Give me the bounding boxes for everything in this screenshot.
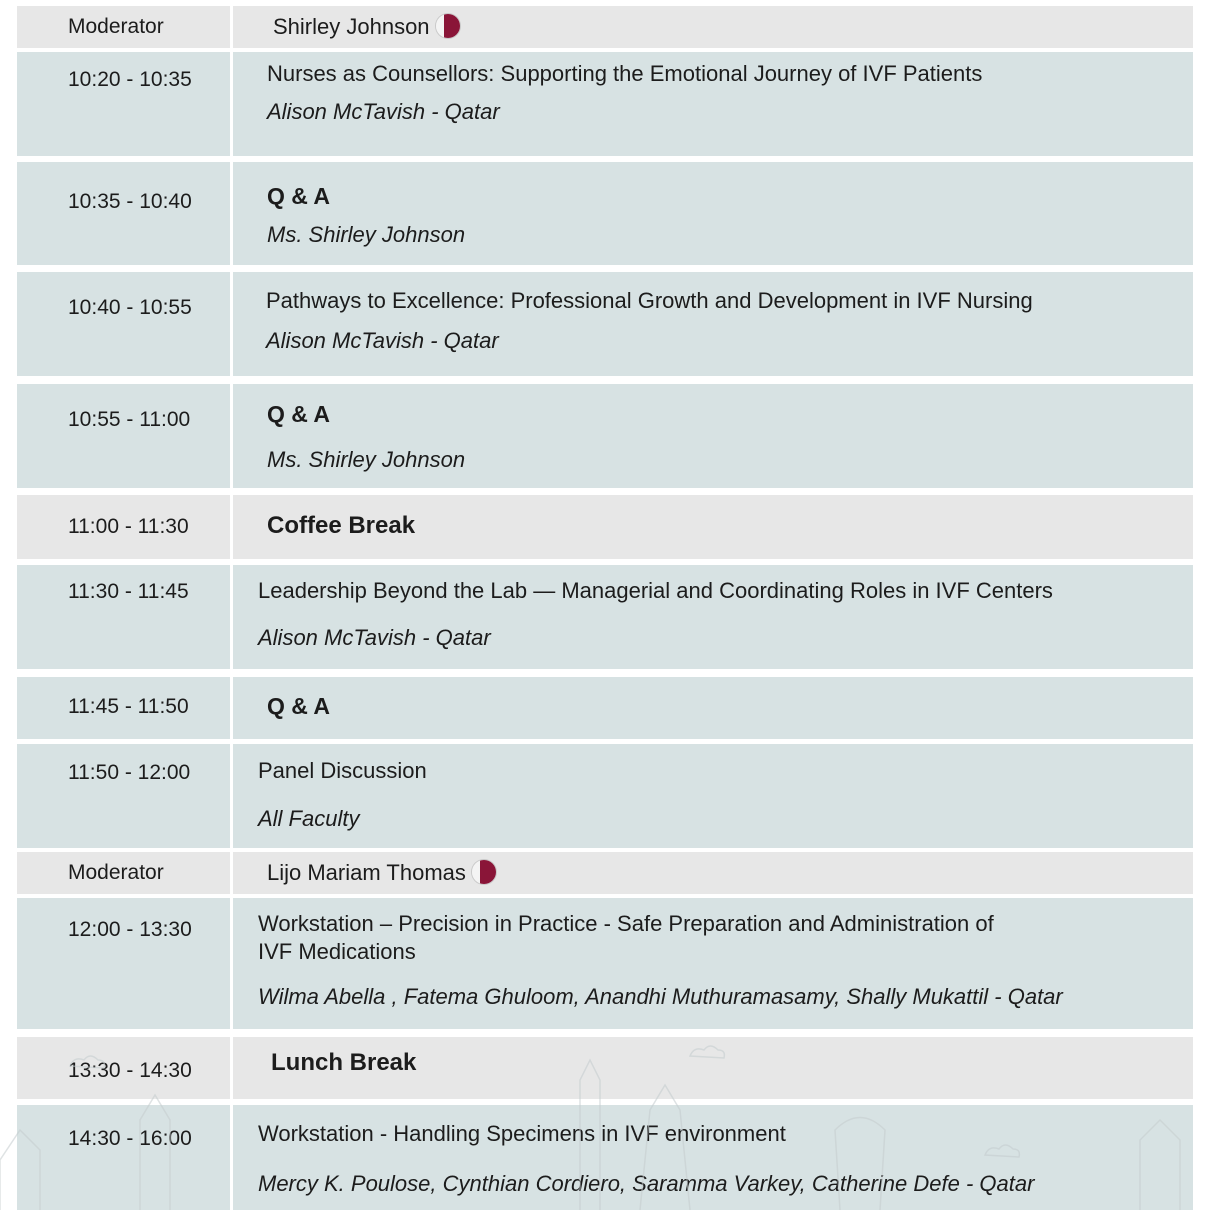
session-time: 10:40 - 10:55 — [17, 272, 233, 376]
moderator-name: Shirley Johnson — [273, 14, 430, 39]
moderator-name: Lijo Mariam Thomas — [267, 860, 466, 885]
session-title: Nurses as Counsellors: Supporting the Emotional Journey of IVF Patients — [267, 61, 983, 86]
qa-row — [17, 677, 1193, 739]
session-content — [233, 272, 1193, 376]
break-row — [17, 495, 1193, 559]
session-row — [17, 565, 1193, 669]
session-row — [17, 272, 1193, 376]
session-speaker: Alison McTavish - Qatar — [266, 328, 499, 353]
session-content — [233, 744, 1193, 848]
session-title: Pathways to Excellence: Professional Growth and Development in IVF Nursing — [266, 288, 1033, 313]
break-title: Lunch Break — [271, 1049, 417, 1076]
session-speaker: Alison McTavish - Qatar — [267, 99, 500, 124]
session-time: 10:35 - 10:40 — [17, 162, 233, 265]
session-content — [233, 677, 1193, 739]
session-speaker: Wilma Abella , Fatema Ghuloom, Anandhi Muthuramasamy, Shally Mukattil - Qatar — [258, 984, 1063, 1009]
session-content — [233, 384, 1193, 488]
session-time: 13:30 - 14:30 — [17, 1037, 233, 1099]
session-speaker: All Faculty — [258, 806, 360, 831]
session-speaker: Alison McTavish - Qatar — [258, 625, 491, 650]
session-row — [17, 52, 1193, 156]
session-speaker: Ms. Shirley Johnson — [267, 222, 466, 247]
session-content — [233, 565, 1193, 669]
qa-title: Q & A — [267, 401, 331, 427]
session-time: 11:50 - 12:00 — [17, 744, 233, 848]
session-time: 11:00 - 11:30 — [17, 495, 233, 559]
qa-row — [17, 384, 1193, 488]
session-content — [233, 898, 1193, 1029]
moderator-row — [17, 6, 1193, 48]
qa-title: Q & A — [267, 693, 331, 719]
session-title-line-2: IVF Medications — [258, 939, 416, 964]
session-title: Leadership Beyond the Lab — Managerial and Coordinating Roles in IVF Centers — [258, 578, 1053, 603]
qa-title: Q & A — [267, 183, 331, 209]
moderator-name-cell — [233, 852, 1193, 894]
moderator-name-cell — [233, 6, 1193, 48]
session-row — [17, 744, 1193, 848]
session-row — [17, 898, 1193, 1029]
session-title: Workstation - Handling Specimens in IVF environment — [258, 1121, 786, 1146]
qa-row — [17, 162, 1193, 265]
session-time: 10:20 - 10:35 — [17, 52, 233, 156]
session-row — [17, 1105, 1193, 1210]
session-content — [233, 52, 1193, 156]
row-label: Moderator — [17, 852, 233, 894]
session-title-line-1: Workstation – Precision in Practice - Safe Preparation and Administration of — [258, 911, 994, 936]
qatar-flag-icon — [436, 14, 460, 38]
session-content — [233, 1105, 1193, 1210]
break-cell — [233, 495, 1193, 559]
break-row — [17, 1037, 1193, 1099]
session-time: 11:45 - 11:50 — [17, 677, 233, 739]
session-time: 12:00 - 13:30 — [17, 898, 233, 1029]
row-label: Moderator — [17, 6, 233, 48]
moderator-row — [17, 852, 1193, 894]
session-content — [233, 162, 1193, 265]
break-title: Coffee Break — [267, 512, 416, 539]
session-time: 11:30 - 11:45 — [17, 565, 233, 669]
session-speaker: Mercy K. Poulose, Cynthian Cordiero, Saramma Varkey, Catherine Defe - Qatar — [258, 1171, 1035, 1196]
qatar-flag-icon — [472, 860, 496, 884]
session-time: 10:55 - 11:00 — [17, 384, 233, 488]
break-cell — [233, 1037, 1193, 1099]
session-speaker: Ms. Shirley Johnson — [267, 447, 466, 472]
session-time: 14:30 - 16:00 — [17, 1105, 233, 1210]
session-title: Panel Discussion — [258, 758, 427, 783]
